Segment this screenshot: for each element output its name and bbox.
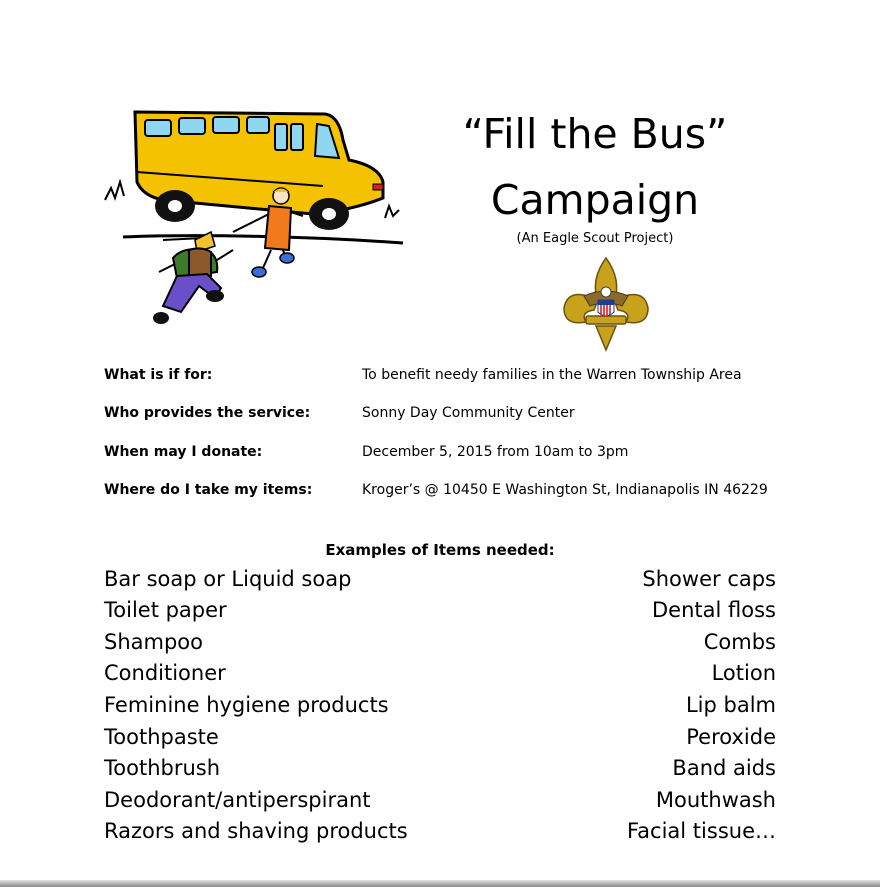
list-item: Combs (703, 630, 776, 654)
list-item: Toilet paper (104, 598, 227, 622)
info-value-date: December 5, 2015 from 10am to 3pm (362, 444, 629, 460)
list-item: Band aids (672, 756, 776, 780)
info-value-location: Kroger’s @ 10450 E Washington St, Indianapolis IN 46229 (362, 482, 768, 498)
list-item: Peroxide (686, 725, 776, 749)
info-label-date: When may I donate: (104, 444, 263, 460)
list-item: Feminine hygiene products (104, 693, 389, 717)
list-item: Lotion (711, 661, 776, 685)
page-title: “Fill the Bus” (462, 110, 728, 158)
info-value-provider: Sonny Day Community Center (362, 405, 575, 421)
fleur-de-lis-emblem-icon (560, 256, 652, 352)
page-title-line2: Campaign (490, 176, 700, 224)
list-item: Toothbrush (104, 756, 221, 780)
list-item: Conditioner (104, 661, 226, 685)
info-label-provider: Who provides the service: (104, 405, 311, 421)
list-item: Shampoo (104, 630, 203, 654)
list-item: Shower caps (642, 567, 776, 591)
page-subtitle: (An Eagle Scout Project) (516, 231, 674, 246)
info-value-purpose: To benefit needy families in the Warren Township Area (362, 367, 742, 383)
list-item: Facial tissue… (627, 819, 776, 843)
info-label-location: Where do I take my items: (104, 482, 313, 498)
examples-heading: Examples of Items needed: (325, 541, 555, 559)
list-item: Deodorant/antiperspirant (104, 788, 371, 812)
list-item: Mouthwash (655, 788, 776, 812)
list-item: Lip balm (685, 693, 776, 717)
list-item: Toothpaste (104, 725, 219, 749)
list-item: Dental floss (652, 598, 776, 622)
info-label-purpose: What is if for: (104, 367, 213, 383)
list-item: Bar soap or Liquid soap (104, 567, 352, 591)
page-edge-shadow (0, 880, 880, 887)
list-item: Razors and shaving products (104, 819, 408, 843)
school-bus-clipart-icon (103, 100, 415, 332)
